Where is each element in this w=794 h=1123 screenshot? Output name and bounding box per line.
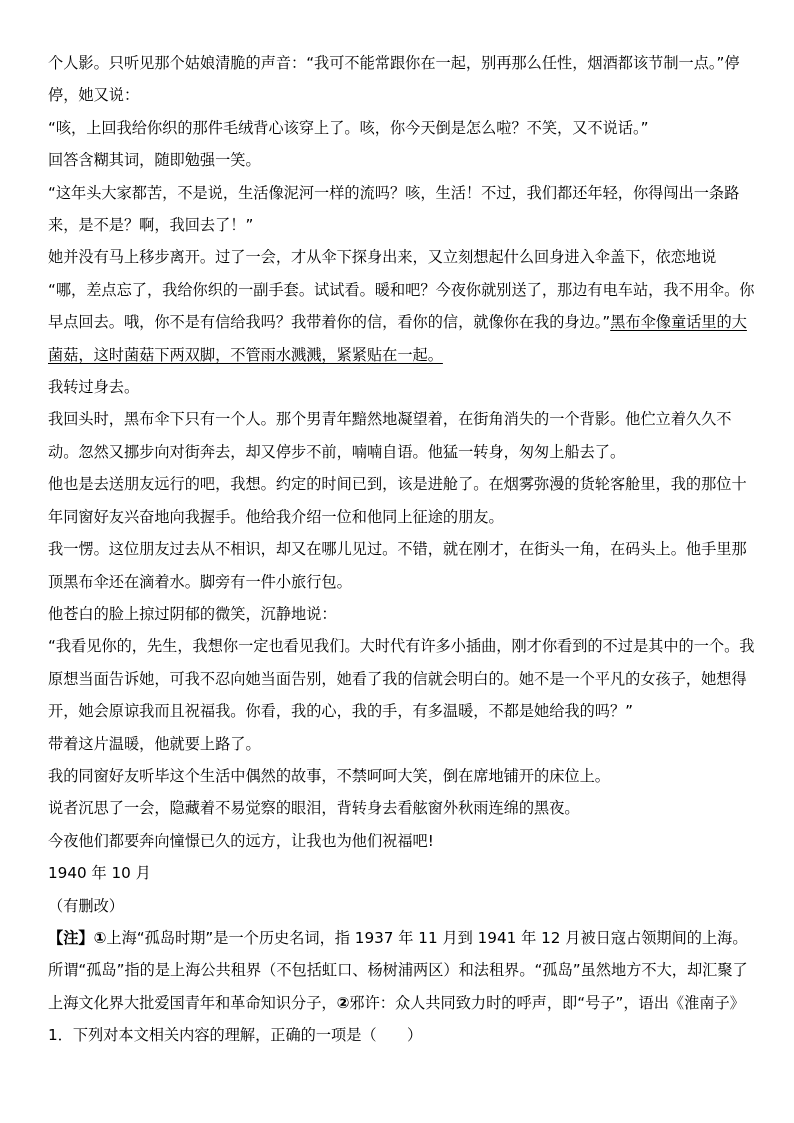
annotation-label: 【注】 (48, 928, 94, 947)
date-line: 1940 年 10 月 (48, 864, 151, 883)
underlined-sentence: 黑布伞像童话里的大菌菇，这时菌菇下两双脚，不管雨水溅溅，紧紧贴在一起。 (48, 313, 747, 364)
paragraph-6 (48, 274, 760, 371)
paragraph-5: 她并没有马上移步离开。过了一会，才从伞下探身出来，又立刻想起什么回身进入伞盖下，依恋地说 (48, 248, 717, 267)
paragraph-4: “这年头大家都苦，不是说，生活像泥河一样的流吗？咳，生活！不过，我们都还年轻，你得闯出一条路来，是不是？啊，我回去了！” (48, 183, 740, 235)
annotation-text-2: 邪许：众人共同致力时的呼声，即“号子”，语出《淮南子》 (349, 993, 745, 1012)
annotation-marker-2: ② (336, 993, 350, 1012)
document-body (48, 47, 760, 1052)
paragraph-6-text: “哪，差点忘了，我给你织的一副手套。试试看。暖和吧？今夜你就别送了，那边有电车站，我不用伞。你早点回去。哦，你不是有信给我吗？我带着你的信，看你的信，就像你在我的身边。” (48, 280, 755, 332)
annotation-text-1: 上海“孤岛时期”是一个历史名词，指 1937 年 11 月到 1941 年 12 月被日寇占领期间的上海。所谓“孤岛”指的是上海公共租界（不包括虹口、杨树浦两区）和法租界。“孤岛”虽然地方不大，却汇聚了上海文化界大批爱国青年和革命知识分子， (48, 928, 748, 1012)
paragraph-15: 说者沉思了一会，隐藏着不易觉察的眼泪，背转身去看舷窗外秋雨连绵的黑夜。 (48, 799, 580, 818)
paragraph-13: 带着这片温暖，他就要上路了。 (48, 734, 261, 753)
abridged-note: （有删改） (48, 896, 124, 915)
paragraph-8: 我回头时，黑布伞下只有一个人。那个男青年黯然地凝望着，在街角消失的一个背影。他伫立着久久不动。忽然又挪步向对街奔去，却又停步不前，喃喃自语。他猛一转身，匆匆上船去了。 (48, 410, 732, 461)
paragraph-14: 我的同窗好友听毕这个生活中偶然的故事，不禁呵呵大笑，倒在席地铺开的床位上。 (48, 766, 610, 785)
paragraph-2: “咳，上回我给你织的那件毛绒背心该穿上了。咳，你今天倒是怎么啦？不笑，又不说话。” (48, 118, 649, 137)
paragraph-16: 今夜他们都要奔向憧憬已久的远方，让我也为他们祝福吧! (48, 831, 434, 850)
paragraph-3: 回答含糊其词，随即勉强一笑。 (48, 151, 261, 170)
paragraph-1: 个人影。只听见那个姑娘清脆的声音：“我可不能常跟你在一起，别再那么任性，烟酒都该节制一点。”停停，她又说： (48, 54, 740, 105)
paragraph-7: 我转过身去。 (48, 378, 140, 397)
question-1: 1．下列对本文相关内容的理解，正确的一项是（ ） (48, 1026, 423, 1045)
paragraph-9: 他也是去送朋友远行的吧，我想。约定的时间已到，该是进舱了。在烟雾弥漫的货轮客舱里，我的那位十年同窗好友兴奋地向我握手。他给我介绍一位和他同上征途的朋友。 (48, 475, 747, 526)
annotation (48, 922, 760, 1019)
annotation-marker-1: ① (93, 928, 107, 947)
paragraph-11: 他苍白的脸上掠过阴郁的微笑，沉静地说： (48, 604, 337, 623)
paragraph-12: “我看见你的，先生，我想你一定也看见我们。大时代有许多小插曲，刚才你看到的不过是其中的一个。我原想当面告诉她，可我不忍向她当面告别，她看了我的信就会明白的。她不是一个平凡的女孩子，她想得开，她会原谅我而且祝福我。你看，我的心，我的手，有多温暖，不都是她给我的吗？” (48, 637, 755, 721)
paragraph-10: 我一愣。这位朋友过去从不相识，却又在哪儿见过。不错，就在刚才，在街头一角，在码头上。他手里那顶黑布伞还在滴着水。脚旁有一件小旅行包。 (48, 540, 747, 591)
